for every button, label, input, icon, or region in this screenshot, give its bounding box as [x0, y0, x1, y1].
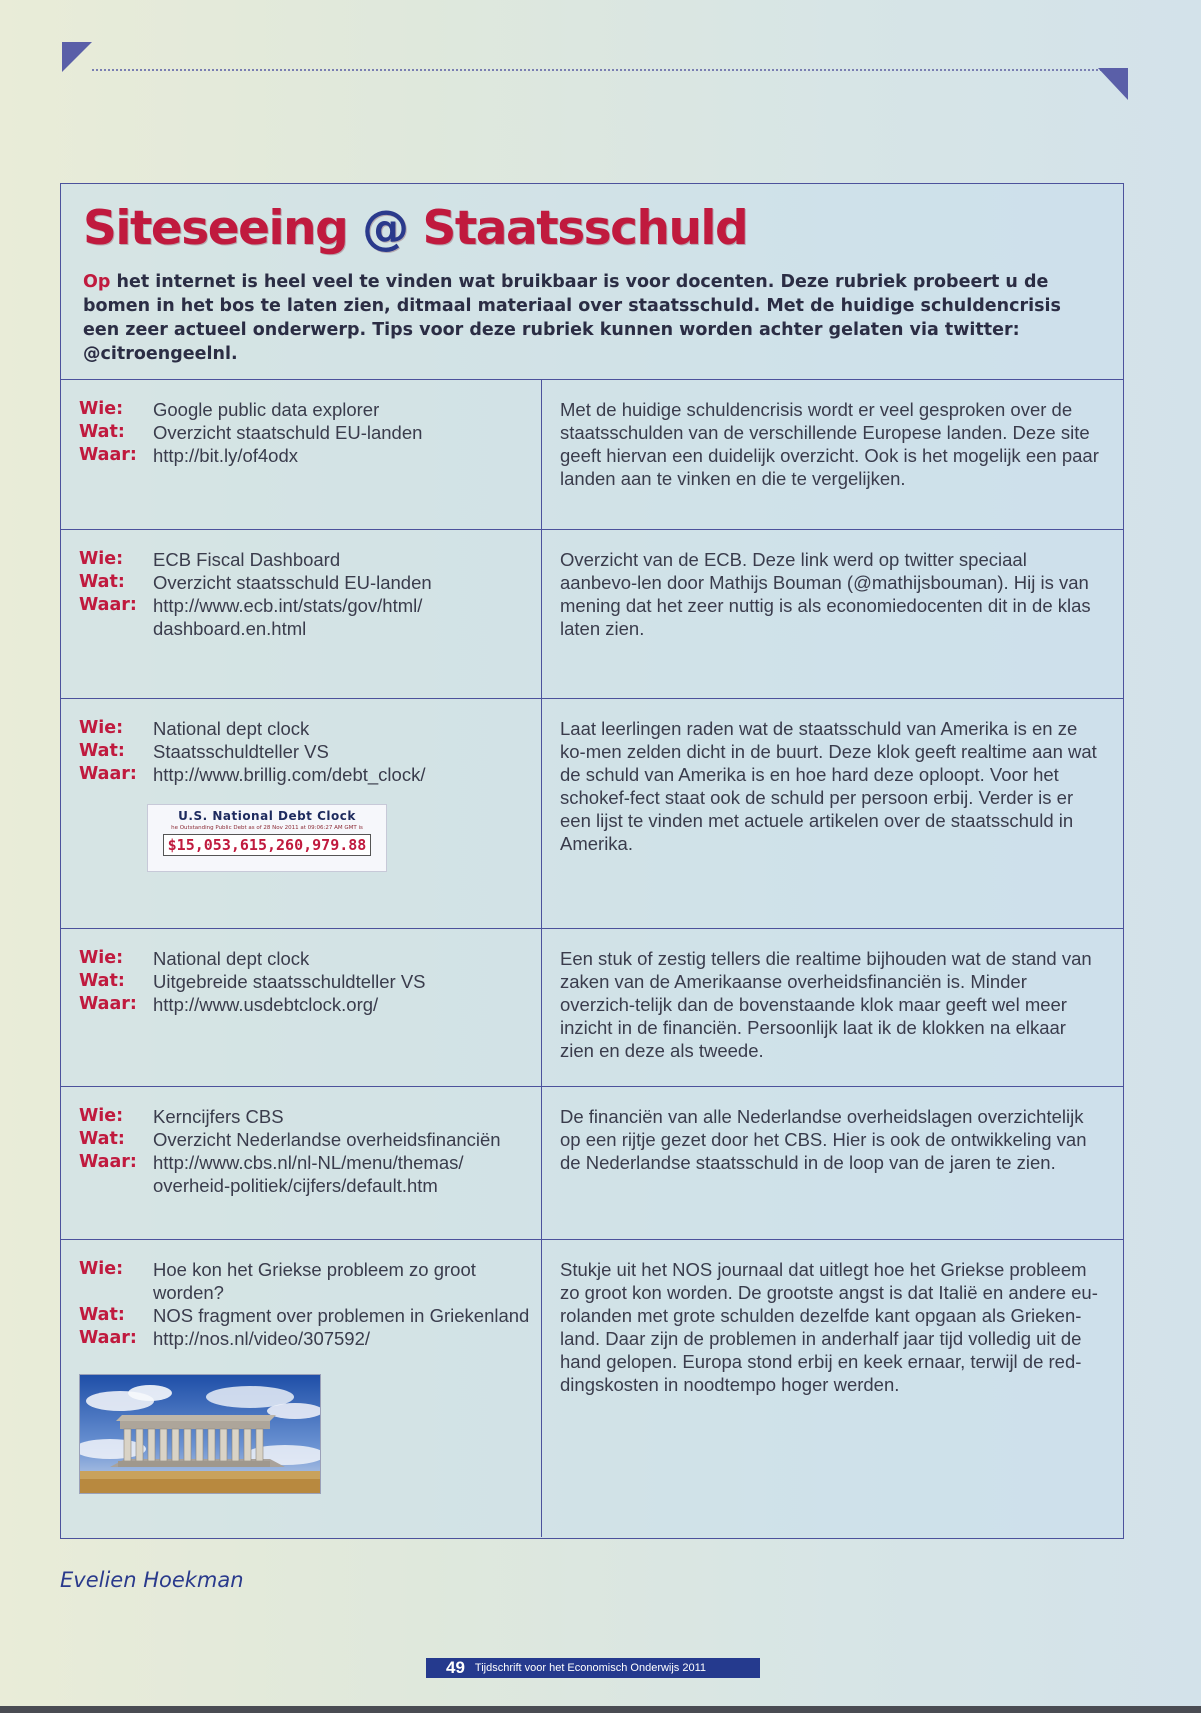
- debt-clock-image: [147, 804, 387, 872]
- entry-details: [61, 380, 542, 529]
- value-waar-link[interactable]: http://nos.nl/video/307592/: [153, 1328, 371, 1349]
- intro-first-word: Op: [83, 272, 111, 292]
- corner-triangle-left: [62, 42, 92, 72]
- debt-clock-title: U.S. National Debt Clock: [178, 809, 356, 823]
- entry-details: [61, 929, 542, 1086]
- value-waar-link[interactable]: http://www.brillig.com/debt_clock/: [153, 764, 426, 785]
- label-waar: Waar:: [79, 445, 137, 465]
- entry-row: [61, 1240, 1123, 1537]
- label-wat: Wat:: [79, 422, 125, 442]
- article-header: [61, 184, 1123, 380]
- entry-row: [61, 530, 1123, 699]
- entry-row: [61, 1087, 1123, 1240]
- entry-description: Laat leerlingen raden wat de staatsschuld van Amerika is en ze ko-men zelden dicht in de buurt. Deze klok geeft realtime aan wat de schuld van Amerika is en hoe hard deze oploopt. Voor het schokef-fect staat ook de schuld per persoon erbij. Verder is er een lijst te vinden met actuele artikelen over de staatsschuld in Amerika.: [560, 718, 1097, 854]
- entry-description: Stukje uit het NOS journaal dat uitlegt hoe het Griekse probleem zo groot kon worden. De grootste angst is dat Italië en andere eu-rolanden met grote schulden dezelfde kant opgaan als Grieken-land. Daar zijn de problemen in anderhalf jaar tijd volledig uit de hand gelopen. Europa stond erbij en keek ernaar, terwijl de red-dingskosten in noodtempo hoger werden.: [560, 1259, 1098, 1395]
- value-wie: National dept clock: [153, 948, 310, 969]
- label-wie: Wie:: [79, 399, 124, 419]
- value-waar-link[interactable]: http://www.ecb.int/stats/gov/html/ dashboard.en.html: [153, 595, 423, 639]
- label-wat: Wat:: [79, 1305, 125, 1325]
- value-wie: National dept clock: [153, 718, 310, 739]
- value-wat: NOS fragment over problemen in Griekenland: [153, 1305, 530, 1326]
- parthenon-image: [79, 1374, 321, 1494]
- article-intro: [83, 270, 1103, 366]
- entry-description: Overzicht van de ECB. Deze link werd op twitter speciaal aanbevo-len door Mathijs Bouman (@mathijsbouman). Hij is van mening dat het zeer nuttig is als economiedocenten dit in de klas laten zien.: [560, 549, 1091, 639]
- entry-wie: [79, 947, 535, 970]
- label-wie: Wie:: [79, 948, 124, 968]
- value-wie: Kerncijfers CBS: [153, 1106, 284, 1127]
- label-wat: Wat:: [79, 971, 125, 991]
- entry-row: [61, 929, 1123, 1087]
- entry-wat: [79, 1304, 535, 1327]
- journal-name: Tijdschrift voor het Economisch Onderwijs 2011: [474, 1662, 707, 1674]
- value-wie: Google public data explorer: [153, 399, 380, 420]
- label-wie: Wie:: [79, 718, 124, 738]
- intro-text: het internet is heel veel te vinden wat bruikbaar is voor docenten. Deze rubriek probeert u de bomen in het bos te laten zien, ditmaal materiaal over staatsschuld. Met de huidige schuldencrisis een zeer actueel onderwerp. Tips voor deze rubriek kunnen worden achter gelaten via twitter: @citroengeelnl.: [83, 272, 1061, 364]
- entry-description: De financiën van alle Nederlandse overheidslagen overzichtelijk op een rijtje gezet door het CBS. Hier is ook de ontwikkeling van de Nederlandse staatsschuld in de loop van de jaren te zien.: [560, 1106, 1087, 1173]
- entry-waar: [79, 1151, 535, 1197]
- debt-clock-amount: $15,053,615,260,979.88: [163, 834, 372, 856]
- entry-waar: [79, 594, 535, 640]
- label-waar: Waar:: [79, 764, 137, 784]
- value-wat: Overzicht staatsschuld EU-landen: [153, 572, 432, 593]
- label-wat: Wat:: [79, 1129, 125, 1149]
- value-waar-link[interactable]: http://bit.ly/of4odx: [153, 445, 299, 466]
- entry-details: [61, 1240, 542, 1537]
- value-wat: Staatsschuldteller VS: [153, 741, 329, 762]
- entry-details: [61, 530, 542, 698]
- entry-wie: [79, 548, 535, 571]
- entry-row: [61, 699, 1123, 929]
- label-waar: Waar:: [79, 1152, 137, 1172]
- author-name: Evelien Hoekman: [60, 1568, 244, 1592]
- label-waar: Waar:: [79, 994, 137, 1014]
- label-wie: Wie:: [79, 1259, 124, 1279]
- value-waar-link[interactable]: http://www.cbs.nl/nl-NL/menu/themas/ overheid-politiek/cijfers/default.htm: [153, 1152, 464, 1196]
- debt-clock-subtitle: he Outstanding Public Debt as of 28 Nov 2011 at 09:06:27 AM GMT is: [171, 825, 363, 831]
- label-wie: Wie:: [79, 549, 124, 569]
- entry-details: [61, 699, 542, 928]
- corner-triangle-right: [1098, 68, 1128, 100]
- entry-waar: [79, 444, 535, 467]
- value-wat: Uitgebreide staatsschuldteller VS: [153, 971, 426, 992]
- article-frame: [60, 183, 1124, 1539]
- page-number: 49: [446, 1658, 465, 1677]
- scan-bottom-edge: [0, 1706, 1201, 1713]
- label-waar: Waar:: [79, 1328, 137, 1348]
- entry-row: [61, 380, 1123, 530]
- page-footer: [426, 1658, 760, 1678]
- entry-description: Een stuk of zestig tellers die realtime bijhouden wat de stand van zaken van de Amerikaanse overheidsfinanciën is. Minder overzich-telijk dan de bovenstaande klok maar geeft wel meer inzicht in de financiën. Persoonlijk laat ik de klokken na elkaar zien en deze als tweede.: [560, 948, 1092, 1061]
- label-waar: Waar:: [79, 595, 137, 615]
- value-wat: Overzicht staatschuld EU-landen: [153, 422, 423, 443]
- parthenon-illustration: [80, 1375, 320, 1493]
- entry-waar: [79, 763, 535, 786]
- dotted-rule: [92, 69, 1102, 71]
- value-waar-link[interactable]: http://www.usdebtclock.org/: [153, 994, 379, 1015]
- entry-wie: [79, 1105, 535, 1128]
- article-title: [83, 198, 1103, 260]
- value-wat: Overzicht Nederlandse overheidsfinanciën: [153, 1129, 501, 1150]
- entry-wat: [79, 421, 535, 444]
- value-wie: Hoe kon het Griekse probleem zo groot worden?: [153, 1259, 476, 1303]
- entry-waar: [79, 993, 535, 1016]
- label-wat: Wat:: [79, 572, 125, 592]
- label-wie: Wie:: [79, 1106, 124, 1126]
- entry-details: [61, 1087, 542, 1239]
- label-wat: Wat:: [79, 741, 125, 761]
- entry-waar: [79, 1327, 535, 1350]
- title-part-2: Staatsschuld: [407, 201, 748, 256]
- entry-wat: [79, 970, 535, 993]
- entry-wat: [79, 1128, 535, 1151]
- entry-wie: [79, 398, 535, 421]
- title-part-1: Siteseeing: [83, 201, 363, 256]
- entry-description: Met de huidige schuldencrisis wordt er veel gesproken over de staatsschulden van de verschillende Europese landen. Deze site geeft hiervan een duidelijk overzicht. Ook is het mogelijk een paar landen aan te vinken en die te vergelijken.: [560, 399, 1099, 489]
- title-at: @: [362, 201, 408, 256]
- entry-wat: [79, 571, 535, 594]
- entry-wat: [79, 740, 535, 763]
- entry-wie: [79, 1258, 535, 1304]
- entry-wie: [79, 717, 535, 740]
- value-wie: ECB Fiscal Dashboard: [153, 549, 341, 570]
